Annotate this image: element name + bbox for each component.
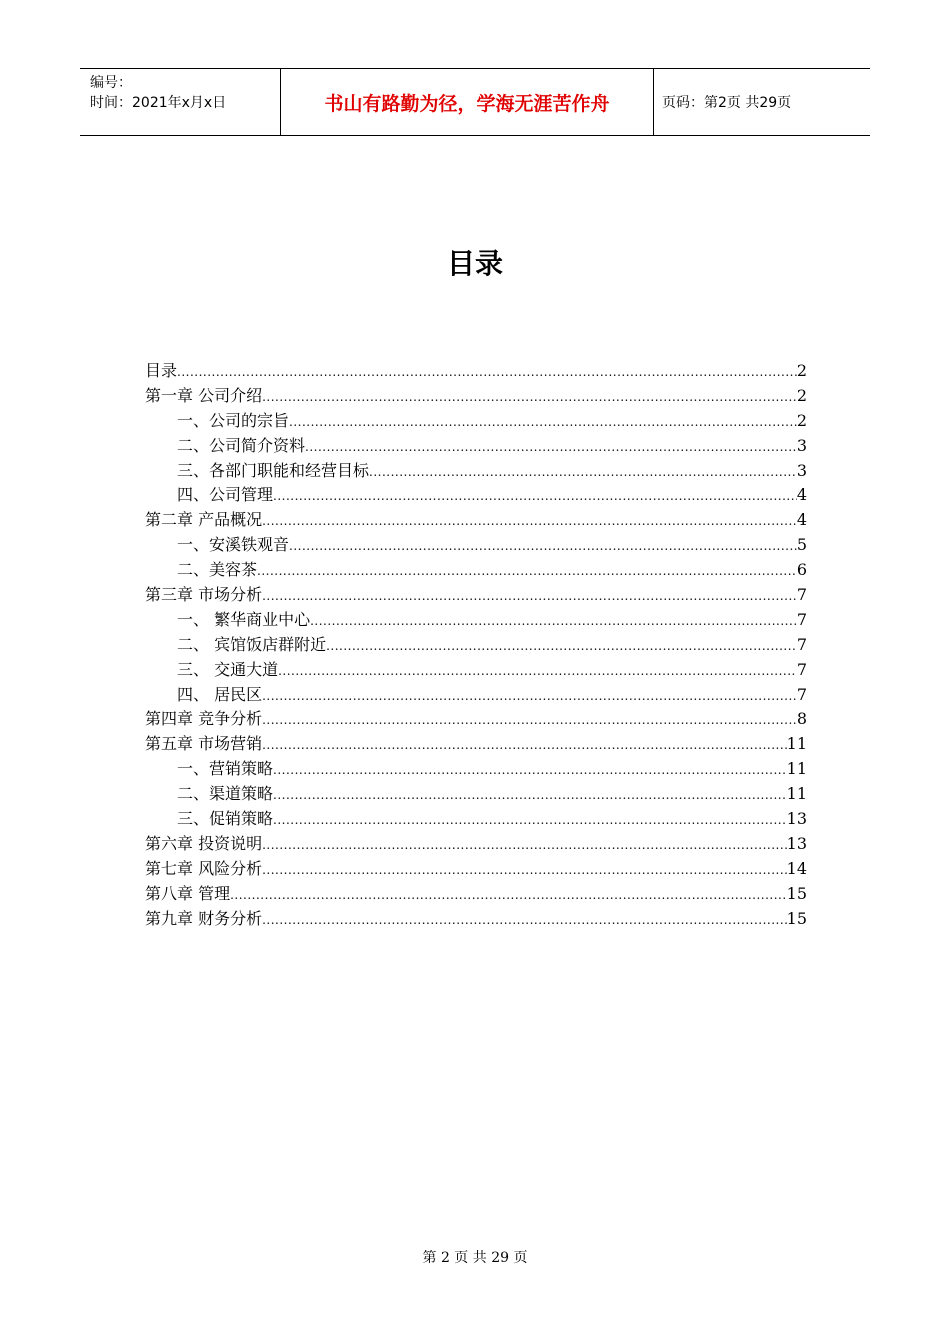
toc-entry-label: 三、 交通大道 [177, 659, 279, 679]
toc-leader-dots [262, 913, 787, 927]
toc-entry[interactable] [145, 756, 807, 781]
toc-entry[interactable] [145, 781, 807, 806]
header-motto: 书山有路勤为径，学海无涯苦作舟 [281, 69, 654, 135]
toc-entry-page: 2 [796, 410, 807, 430]
toc-entry-page: 7 [796, 659, 807, 679]
toc-entry-label: 二、美容茶 [177, 560, 258, 580]
toc-leader-dots [257, 564, 797, 578]
toc-entry-label: 第四章 竞争分析 [145, 709, 263, 729]
toc-entry[interactable] [145, 582, 807, 607]
toc-leader-dots [262, 838, 787, 852]
toc-entry[interactable] [145, 482, 807, 507]
page-header [80, 68, 870, 136]
toc-entry[interactable] [145, 557, 807, 582]
toc-entry[interactable] [145, 358, 807, 383]
toc-entry-label: 二、渠道策略 [177, 784, 274, 804]
toc-leader-dots [289, 415, 797, 429]
toc-entry-page: 7 [796, 585, 807, 605]
toc-entry[interactable] [145, 906, 807, 931]
toc-leader-dots [262, 514, 797, 528]
toc-entry[interactable] [145, 706, 807, 731]
toc-entry-label: 二、 宾馆饭店群附近 [177, 634, 327, 654]
toc-leader-dots [273, 489, 797, 503]
toc-entry-page: 14 [786, 858, 807, 878]
toc-entry-page: 4 [796, 485, 807, 505]
toc-leader-dots [262, 589, 797, 603]
toc-entry-label: 目录 [145, 361, 178, 380]
table-of-contents [145, 358, 807, 930]
toc-entry-page: 11 [786, 784, 807, 804]
header-page-info: 页码：第2页 共29页 [662, 95, 792, 111]
header-time: 时间：2021年x月x日 [90, 95, 227, 111]
toc-leader-dots [273, 788, 787, 802]
toc-entry-label: 第九章 财务分析 [145, 908, 263, 928]
toc-entry-label: 第七章 风险分析 [145, 858, 263, 878]
toc-entry-page: 6 [796, 560, 807, 580]
toc-entry-page: 7 [796, 609, 807, 629]
toc-entry-label: 第二章 产品概况 [145, 510, 263, 530]
toc-entry-label: 三、促销策略 [177, 809, 274, 829]
toc-entry-page: 7 [796, 684, 807, 704]
toc-entry-label: 一、 繁华商业中心 [177, 609, 311, 629]
toc-entry[interactable] [145, 607, 807, 632]
toc-entry-page: 4 [796, 510, 807, 530]
toc-leader-dots [230, 888, 787, 902]
toc-leader-dots [262, 390, 797, 404]
toc-entry-label: 一、安溪铁观音 [177, 535, 290, 555]
toc-entry[interactable] [145, 408, 807, 433]
toc-leader-dots [262, 738, 787, 752]
toc-entry[interactable] [145, 806, 807, 831]
toc-entry-page: 2 [796, 361, 807, 380]
page-title: 目录 [446, 247, 503, 280]
toc-entry[interactable] [145, 831, 807, 856]
toc-entry[interactable] [145, 881, 807, 906]
toc-entry-page: 8 [796, 709, 807, 729]
toc-entry-label: 第八章 管理 [145, 883, 231, 903]
header-number: 编号： [90, 75, 132, 91]
toc-leader-dots [262, 713, 797, 727]
toc-entry-label: 第三章 市场分析 [145, 585, 263, 605]
toc-entry-label: 一、营销策略 [177, 759, 274, 779]
toc-entry-label: 三、各部门职能和经营目标 [177, 460, 370, 480]
toc-entry-page: 13 [786, 809, 807, 829]
toc-leader-dots [262, 863, 787, 877]
toc-entry-page: 11 [786, 759, 807, 779]
toc-entry-page: 11 [786, 734, 807, 754]
toc-entry-label: 第六章 投资说明 [145, 833, 263, 853]
toc-entry-label: 第五章 市场营销 [145, 734, 263, 754]
toc-leader-dots [326, 639, 797, 653]
toc-entry[interactable] [145, 731, 807, 756]
toc-leader-dots [369, 465, 797, 479]
toc-entry[interactable] [145, 657, 807, 682]
toc-leader-dots [273, 813, 787, 827]
toc-entry[interactable] [145, 682, 807, 707]
toc-entry-page: 13 [786, 833, 807, 853]
toc-leader-dots [273, 763, 787, 777]
toc-entry[interactable] [145, 458, 807, 483]
toc-entry[interactable] [145, 632, 807, 657]
toc-leader-dots [310, 614, 797, 628]
toc-entry-page: 3 [796, 460, 807, 480]
toc-entry[interactable] [145, 433, 807, 458]
toc-entry-page: 2 [796, 385, 807, 405]
header-meta [80, 69, 281, 135]
toc-entry-page: 15 [786, 908, 807, 928]
toc-leader-dots [262, 689, 797, 703]
toc-entry-label: 四、 居民区 [177, 684, 263, 704]
toc-entry[interactable] [145, 532, 807, 557]
toc-entry[interactable] [145, 507, 807, 532]
toc-leader-dots [289, 539, 797, 553]
toc-entry-page: 5 [796, 535, 807, 555]
page-footer: 第 2 页 共 29 页 [422, 1250, 528, 1266]
toc-entry-page: 7 [796, 634, 807, 654]
toc-entry-page: 15 [786, 883, 807, 903]
toc-entry-label: 二、公司简介资料 [177, 435, 306, 455]
toc-leader-dots [305, 440, 797, 454]
toc-entry-label: 第一章 公司介绍 [145, 385, 263, 405]
toc-leader-dots [278, 664, 797, 678]
toc-leader-dots [177, 365, 797, 379]
toc-entry-label: 一、公司的宗旨 [177, 410, 290, 430]
toc-entry[interactable] [145, 383, 807, 408]
toc-entry-page: 3 [796, 435, 807, 455]
toc-entry-label: 四、公司管理 [177, 485, 274, 505]
toc-entry[interactable] [145, 856, 807, 881]
